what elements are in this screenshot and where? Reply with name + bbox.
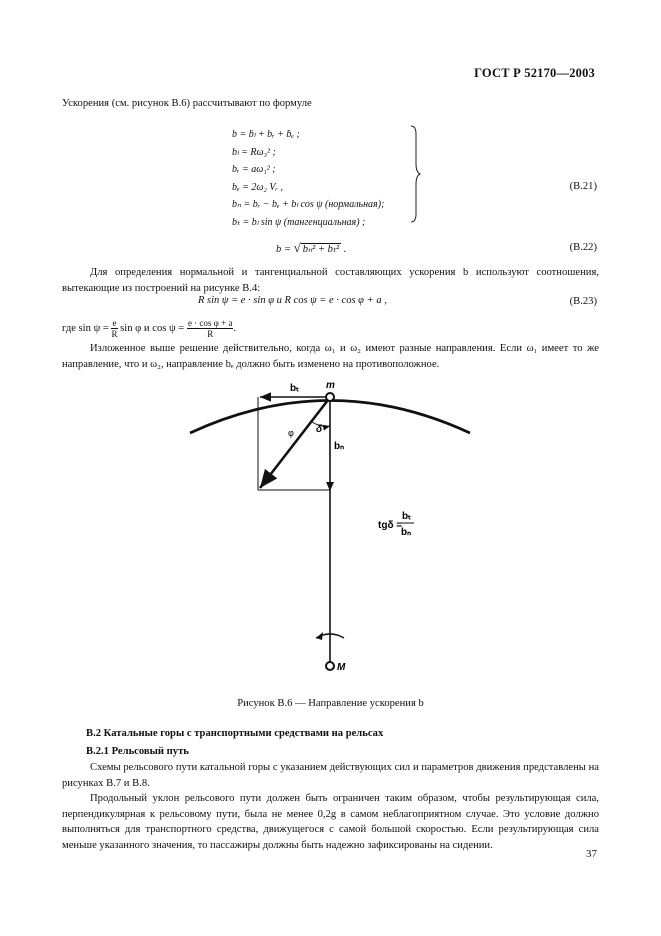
- where-tail: .: [233, 322, 237, 334]
- fraction: [111, 318, 117, 339]
- label-bt: bₜ: [290, 383, 300, 394]
- label-big-m: M: [337, 662, 346, 673]
- where-middle: sin φ и cos ψ =: [120, 322, 185, 334]
- subsection-heading: В.2.1 Рельсовый путь: [86, 746, 189, 757]
- intro-text: Ускорения (см. рисунок В.6) рассчитывают по формуле: [62, 98, 312, 109]
- document-id: ГОСТ Р 52170—2003: [474, 66, 595, 80]
- where-prefix: где sin ψ =: [62, 322, 109, 334]
- label-m: m: [326, 380, 335, 391]
- point-big-m: [326, 662, 334, 670]
- point-m: [326, 393, 334, 401]
- fraction-numerator: e: [112, 318, 117, 328]
- fraction-denominator: R: [111, 329, 118, 339]
- equation-line: bₑ = 2ω₂ Vᵣ ,: [232, 181, 283, 193]
- tg-formula-denominator: bₙ: [401, 527, 412, 538]
- equation-line: bₜ = bₗ sin ψ (тангенциальная) ;: [232, 216, 366, 228]
- figure-b6: [0, 370, 661, 690]
- equation-number: (В.22): [569, 242, 597, 253]
- rotation-arrowhead: [316, 632, 323, 640]
- tg-formula-prefix: tgδ =: [378, 520, 403, 531]
- label-bn: bₙ: [334, 441, 345, 452]
- equation-b22: [276, 240, 346, 256]
- figure-caption: Рисунок В.6 — Направление ускорения b: [237, 698, 424, 709]
- sqrt-sign: √: [293, 240, 301, 255]
- section-heading: В.2 Катальные горы с транспортными средствами на рельсах: [86, 728, 384, 739]
- fraction: [187, 318, 237, 339]
- page-number: 37: [586, 848, 597, 860]
- paragraph-validity: Изложенное выше решение действительно, когда ω₁ и ω₂ имеют разные направления. Если ω₁ имеет то же направление, что и ω₂, направление bₑ должно быть изменено на противоположное.: [62, 343, 599, 370]
- paragraph-schemes: Схемы рельсового пути катальной горы с указанием действующих сил и параметров движения представлены на рисунках В.7 и В.8.: [62, 762, 599, 789]
- fraction-numerator: e · cos φ + a: [187, 318, 233, 328]
- label-phi: φ: [288, 428, 294, 438]
- label-delta: δ: [316, 424, 323, 435]
- equation-b23: R sin ψ = e · sin φ и R cos ψ = e · cos φ + a ,: [198, 295, 387, 306]
- equation-lhs: b =: [276, 244, 291, 255]
- sqrt-radicand: bₙ² + bₜ²: [302, 244, 340, 255]
- equation-tail: .: [343, 244, 347, 255]
- right-brace: [408, 124, 422, 224]
- tg-formula-numerator: bₜ: [402, 511, 412, 522]
- equation-line: b = ḃₗ + bᵣ + ḃₑ ;: [232, 129, 300, 140]
- paragraph-slope: Продольный уклон рельсового пути должен быть ограничен таким образом, чтобы результирующая сила, перпендикулярная к рельсовому пути, была не менее 0,2g в самом неблагоприятном случае. Это условие должно выполняться для транспортного средства, движущегося с самой большой скоростью. Если результирующая сила меньше указанного значения, то пассажиры должны быть надежно зафиксированы на сидении.: [62, 793, 599, 851]
- equation-line: bᵣ = aω₁² ;: [232, 164, 276, 175]
- where-line: [62, 318, 236, 339]
- equation-line: bₙ = bᵣ − bₑ + bₗ cos ψ (нормальная);: [232, 199, 385, 210]
- equation-number: (В.21): [569, 181, 597, 192]
- resultant-vector: [260, 400, 328, 488]
- paragraph-decomposition: Для определения нормальной и тангенциальной составляющих ускорения b используют соотношения, вытекающие из построений на рисунке В.4:: [62, 267, 599, 294]
- equation-system-b21: [232, 126, 384, 231]
- equation-number: (В.23): [569, 296, 597, 307]
- equation-line: bₗ = Rω₃² ;: [232, 146, 276, 158]
- fraction-denominator: R: [207, 329, 214, 339]
